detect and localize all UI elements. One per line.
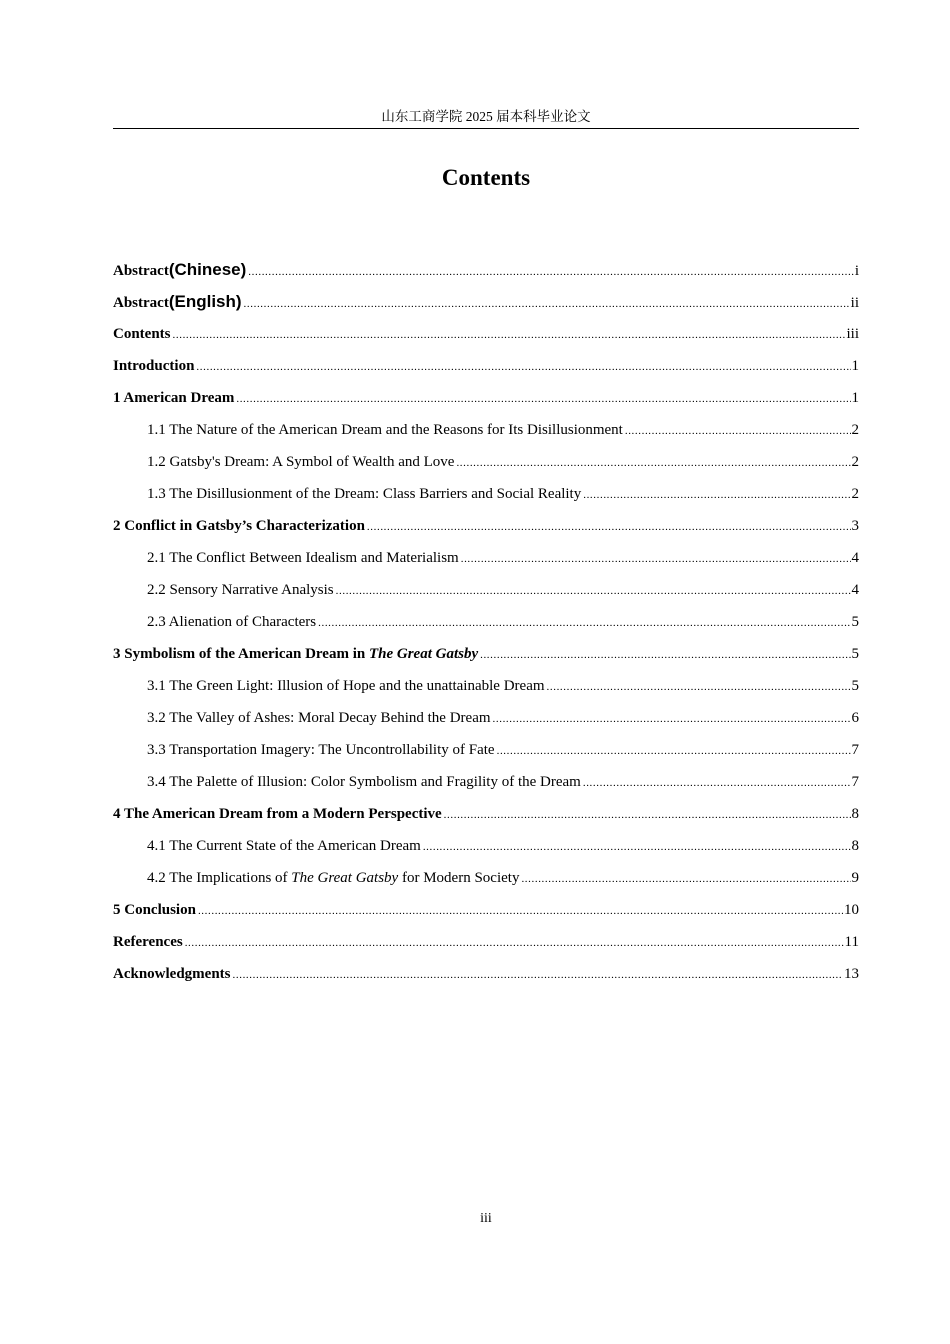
toc-entry[interactable]: [113, 798, 859, 830]
toc-entry-page: 5: [851, 614, 859, 630]
toc-entry-page: 4: [851, 582, 859, 598]
page-header: 山东工商学院 2025 届本科毕业论文: [381, 109, 591, 124]
toc-entry-page: 7: [851, 774, 859, 790]
dot-leader: [236, 383, 850, 415]
toc-entry-title: [113, 798, 442, 830]
toc-entry-title: [113, 510, 365, 542]
toc-entry-title-part: 3 Symbolism of the American Dream in: [113, 646, 369, 662]
toc-entry-page: 5: [851, 646, 859, 662]
toc-entry-title-part: 3.2 The Valley of Ashes: Moral Decay Behind the Dream: [147, 710, 491, 726]
toc-entry-page: 13: [844, 966, 859, 982]
page-title: Contents: [441, 165, 531, 190]
toc-entry-title: [147, 574, 334, 606]
toc-entry-title-part: Introduction: [113, 358, 195, 374]
toc-entry-title: [147, 830, 421, 862]
page-number: iii: [480, 1211, 492, 1226]
toc-entry[interactable]: [113, 638, 859, 670]
toc-entry-title-part: 3.1 The Green Light: Illusion of Hope and the unattainable Dream: [147, 678, 545, 694]
toc-entry-page: 11: [844, 934, 859, 950]
toc-entry-title-part: 1.2 Gatsby's Dream: A Symbol of Wealth and Love: [147, 454, 455, 470]
toc-entry[interactable]: [113, 318, 859, 350]
dot-leader: [547, 671, 851, 703]
toc-entry-page: 9: [851, 870, 859, 886]
dot-leader: [244, 288, 850, 320]
toc-entry-page: 1: [851, 358, 859, 374]
dot-leader: [521, 863, 850, 895]
toc-entry-title-part: 2 Conflict in Gatsby’s Characterization: [113, 518, 365, 534]
toc-entry[interactable]: [113, 670, 859, 702]
toc-entry-title-part: for Modern Society: [398, 870, 520, 886]
toc-entry-title: [147, 766, 581, 798]
toc-entry-title-part: Acknowledgments: [113, 966, 231, 982]
toc-entry-page: 2: [851, 486, 859, 502]
toc-entry-title-part: 4.2 The Implications of: [147, 870, 292, 886]
toc-entry-page: ii: [850, 295, 859, 311]
dot-leader: [185, 927, 844, 959]
dot-leader: [173, 319, 846, 351]
toc-entry-page: 5: [851, 678, 859, 694]
dot-leader: [336, 575, 851, 607]
toc-entry[interactable]: [113, 350, 859, 382]
dot-leader: [248, 256, 854, 288]
dot-leader: [497, 735, 851, 767]
dot-leader: [625, 415, 851, 447]
toc-entry-title-part: (Chinese): [168, 260, 247, 279]
toc-entry-page: 6: [851, 710, 859, 726]
toc-entry-title: [113, 894, 196, 926]
toc-entry-title: [113, 286, 242, 319]
header-rule: [113, 128, 859, 129]
dot-leader: [456, 447, 850, 479]
toc-entry[interactable]: [113, 382, 859, 414]
toc-entry-title: [147, 542, 459, 574]
toc-entry-title: [147, 862, 519, 894]
toc-entry-title-part: 4 The American Dream from a Modern Perspective: [113, 806, 442, 822]
toc-entry[interactable]: [113, 446, 859, 478]
toc-entry[interactable]: [113, 286, 859, 318]
toc-entry-title: [147, 606, 316, 638]
toc-entry[interactable]: [113, 862, 859, 894]
toc-entry-title-part: 2.2 Sensory Narrative Analysis: [147, 582, 334, 598]
toc-entry-page: 4: [851, 550, 859, 566]
toc-entry-title: [113, 254, 246, 287]
toc-entry-title: [147, 734, 495, 766]
dot-leader: [367, 511, 851, 543]
toc-entry-title: [113, 350, 194, 382]
toc-entry-title-part: References: [113, 934, 183, 950]
dot-leader: [233, 959, 843, 991]
dot-leader: [583, 479, 850, 511]
toc-entry-title-part: (English): [168, 292, 242, 311]
toc-entry[interactable]: [113, 414, 859, 446]
dot-leader: [196, 351, 850, 383]
toc-entry[interactable]: [113, 830, 859, 862]
toc-entry-title-part: Abstract: [113, 295, 169, 311]
dot-leader: [444, 799, 851, 831]
table-of-contents: [113, 254, 859, 990]
toc-entry-title-part: Abstract: [113, 263, 169, 279]
toc-entry-title-part: 2.1 The Conflict Between Idealism and Materialism: [147, 550, 459, 566]
toc-entry-page: 3: [851, 518, 859, 534]
toc-entry-title: [147, 414, 623, 446]
toc-entry-title-part: 1 American Dream: [113, 390, 235, 406]
toc-entry-page: 2: [851, 422, 859, 438]
toc-entry-title-part: The Great Gatsby: [368, 646, 479, 662]
toc-entry-title: [147, 702, 491, 734]
toc-entry[interactable]: [113, 542, 859, 574]
toc-entry-title: [113, 318, 171, 350]
dot-leader: [423, 831, 851, 863]
toc-entry[interactable]: [113, 734, 859, 766]
toc-entry-title: [147, 446, 454, 478]
toc-entry[interactable]: [113, 510, 859, 542]
toc-entry-title: [113, 638, 478, 670]
toc-entry-page: iii: [846, 326, 859, 342]
dot-leader: [318, 607, 850, 639]
toc-entry-title-part: The Great Gatsby: [291, 870, 399, 886]
toc-entry-page: 8: [851, 806, 859, 822]
toc-entry-title: [113, 382, 234, 414]
toc-entry[interactable]: [113, 574, 859, 606]
toc-entry-title: [147, 478, 581, 510]
toc-entry-title: [147, 670, 545, 702]
toc-entry-title-part: 3.3 Transportation Imagery: The Uncontrollability of Fate: [147, 742, 495, 758]
toc-entry[interactable]: [113, 958, 859, 990]
dot-leader: [480, 639, 850, 671]
toc-entry[interactable]: [113, 894, 859, 926]
toc-entry-page: i: [854, 263, 859, 279]
toc-entry-title-part: 1.1 The Nature of the American Dream and the Reasons for Its Disillusionment: [147, 422, 623, 438]
dot-leader: [493, 703, 851, 735]
toc-entry-page: 10: [844, 902, 859, 918]
dot-leader: [198, 895, 843, 927]
toc-entry-title-part: 4.1 The Current State of the American Dream: [147, 838, 421, 854]
toc-entry[interactable]: [113, 254, 859, 286]
toc-entry-page: 1: [851, 390, 859, 406]
toc-entry-title: [113, 958, 231, 990]
toc-entry[interactable]: [113, 606, 859, 638]
toc-entry[interactable]: [113, 478, 859, 510]
toc-entry[interactable]: [113, 926, 859, 958]
toc-entry[interactable]: [113, 702, 859, 734]
dot-leader: [583, 767, 851, 799]
toc-entry-title-part: 2.3 Alienation of Characters: [147, 614, 317, 630]
dot-leader: [461, 543, 851, 575]
toc-entry-page: 8: [851, 838, 859, 854]
toc-entry-title-part: Contents: [113, 326, 171, 342]
toc-entry-page: 2: [851, 454, 859, 470]
toc-entry-title-part: 3.4 The Palette of Illusion: Color Symbolism and Fragility of the Dream: [147, 774, 581, 790]
toc-entry[interactable]: [113, 766, 859, 798]
toc-entry-title-part: 5 Conclusion: [113, 902, 196, 918]
toc-entry-page: 7: [851, 742, 859, 758]
toc-entry-title-part: 1.3 The Disillusionment of the Dream: Class Barriers and Social Reality: [147, 486, 582, 502]
toc-entry-title: [113, 926, 183, 958]
